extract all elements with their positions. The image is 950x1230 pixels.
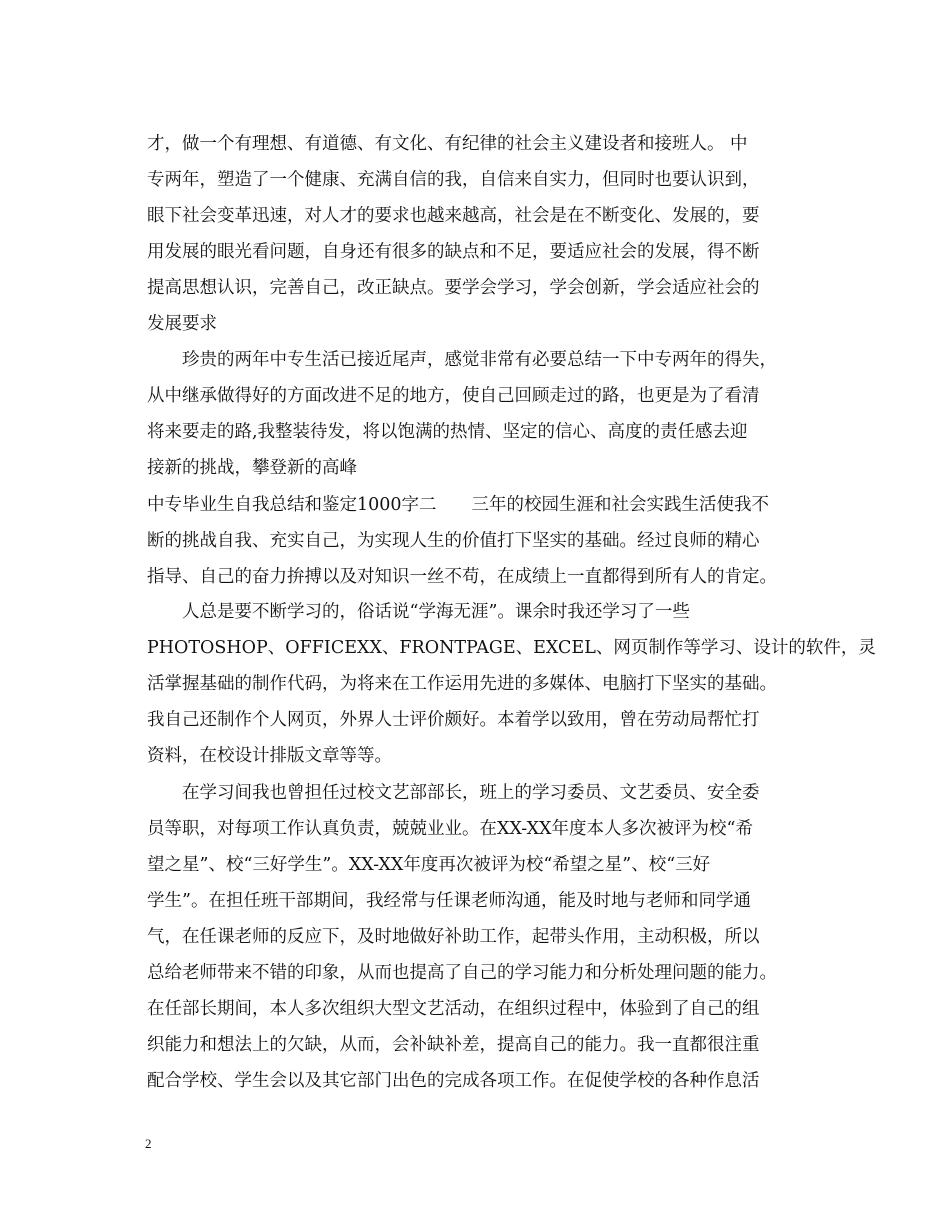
text-line: 总给老师带来不错的印象，从而也提高了自己的学习能力和分析处理问题的能力。 xyxy=(147,963,777,983)
text-line: 珍贵的两年中专生活已接近尾声，感觉非常有必要总结一下中专两年的得失， xyxy=(147,350,777,370)
text-line: PHOTOSHOP、OFFICEXX、FRONTPAGE、EXCEL、网页制作等学习、设计的软件，灵 xyxy=(147,638,876,658)
paragraph-4 xyxy=(147,594,876,774)
text-line: 气，在任课老师的反应下，及时地做好补助工作，起带头作用，主动积极，所以 xyxy=(147,927,760,947)
text-line: 望之星”、校“三好学生”。XX-XX年度再次被评为校“希望之星”、校“三好 xyxy=(147,855,711,875)
paragraph-5 xyxy=(147,775,812,1099)
text-line: 将来要走的路,我整装待发，将以饱满的热情、坚定的信心、高度的责任感去迎 xyxy=(147,422,748,442)
text-line: 发展要求 xyxy=(147,314,217,334)
text-line: 在任部长期间，本人多次组织大型文艺活动，在组织过程中，体验到了自己的组 xyxy=(147,999,760,1019)
text-line: 专两年，塑造了一个健康、充满自信的我，自信来自实力，但同时也要认识到， xyxy=(147,170,760,190)
page-number: 2 xyxy=(145,1136,152,1151)
text-line: 从中继承做得好的方面改进不足的地方，使自己回顾走过的路，也更是为了看清 xyxy=(147,386,760,406)
text-line: 员等职，对每项工作认真负责，兢兢业业。在XX-XX年度本人多次被评为校“希 xyxy=(147,819,753,839)
text-line: 提高思想认识，完善自己，改正缺点。要学会学习，学会创新，学会适应社会的 xyxy=(147,278,760,298)
text-line: 才，做一个有理想、有道德、有文化、有纪律的社会主义建设者和接班人。 中 xyxy=(147,134,748,154)
text-line: 配合学校、学生会以及其它部门出色的完成各项工作。在促使学校的各种作息活 xyxy=(147,1071,760,1091)
paragraph-3 xyxy=(147,487,812,595)
text-line: 用发展的眼光看问题，自身还有很多的缺点和不足，要适应社会的发展，得不断 xyxy=(147,242,760,262)
text-line: 指导、自己的奋力拚搏以及对知识一丝不苟，在成绩上一直都得到所有人的肯定。 xyxy=(147,567,777,587)
text-line: 接新的挑战，攀登新的高峰 xyxy=(147,458,357,478)
text-line: 我自己还制作个人网页，外界人士评价颇好。本着学以致用，曾在劳动局帮忙打 xyxy=(147,710,760,730)
text-line: 资料，在校设计排版文章等等。 xyxy=(147,746,392,766)
text-line: 眼下社会变革迅速，对人才的要求也越来越高，社会是在不断变化、发展的，要 xyxy=(147,206,760,226)
text-line: 学生”。在担任班干部期间，我经常与任课老师沟通，能及时地与老师和同学通 xyxy=(147,891,751,911)
text-line: 中专毕业生自我总结和鉴定1000字二 三年的校园生涯和社会实践生活使我不 xyxy=(147,495,770,515)
text-line: 断的挑战自我、充实自己，为实现人生的价值打下坚实的基础。经过良师的精心 xyxy=(147,531,760,551)
paragraph-2 xyxy=(147,342,812,486)
text-line: 在学习间我也曾担任过校文艺部部长，班上的学习委员、文艺委员、安全委 xyxy=(147,783,760,803)
text-line: 人总是要不断学习的，俗话说“学海无涯”。课余时我还学习了一些 xyxy=(147,602,690,622)
paragraph-1 xyxy=(147,126,812,342)
text-line: 织能力和想法上的欠缺，从而，会补缺补差，提高自己的能力。我一直都很注重 xyxy=(147,1035,760,1055)
text-line: 活掌握基础的制作代码，为将来在工作运用先进的多媒体、电脑打下坚实的基础。 xyxy=(147,674,777,694)
